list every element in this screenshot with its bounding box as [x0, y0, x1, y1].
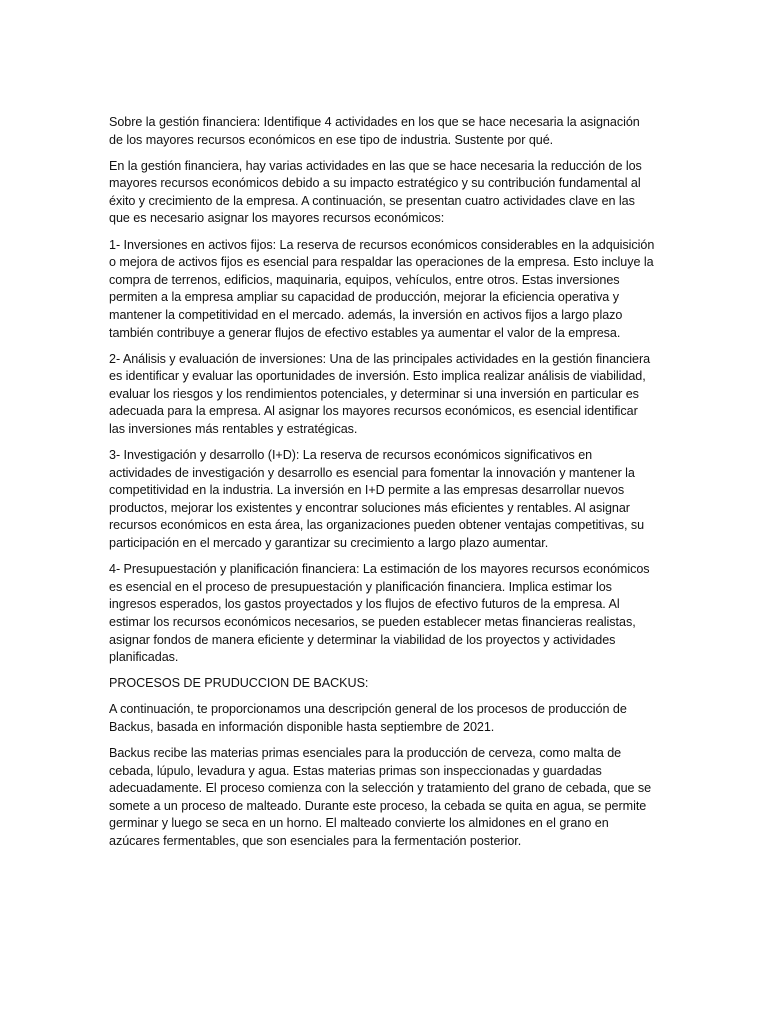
backus-intro-paragraph: A continuación, te proporcionamos una descripción general de los procesos de producción de Backus, basada en información disponible hasta septiembre de 2021. [109, 702, 627, 734]
intro-paragraph: En la gestión financiera, hay varias actividades en las que se hace necesaria la reducción de los mayores recursos económicos debido a su impacto estratégico y su contribución fundamental al éxito y crecimiento de la empresa. A continuación, se presentan cuatro actividades clave en las que es necesario asignar los mayores recursos económicos: [109, 158, 642, 226]
activity-2-paragraph: 2- Análisis y evaluación de inversiones: Una de las principales actividades en la gestión financiera es identificar y evaluar las oportunidades de inversión. Esto implica realizar análisis de viabilidad, evaluar los riesgos y los rendimientos potenciales, y determinar si una inversión en particular es adecuada para la empresa. Al asignar los mayores recursos económicos, es esencial identificar las inversiones más rentables y estratégicas. [109, 351, 651, 436]
question-paragraph: Sobre la gestión financiera: Identifique 4 actividades en los que se hace necesaria la asignación de los mayores recursos económicos en ese tipo de industria. Sustente por qué. [109, 115, 640, 147]
activity-1-paragraph: 1- Inversiones en activos fijos: La reserva de recursos económicos considerables en la adquisición o mejora de activos fijos es esencial para respaldar las operaciones de la empresa. Esto incluye la compra de terrenos, edificios, maquinaria, equipos, vehículos, entre otros. Estas inversiones permiten a la empresa ampliar su capacidad de producción, mejorar la eficiencia operativa y mantener la competitividad en el mercado. además, la inversión en activos fijos a largo plazo también contribuye a generar flujos de efectivo estables ya aumentar el valor de la empresa. [109, 237, 655, 340]
section-heading: PROCESOS DE PRUDUCCION DE BACKUS: [109, 676, 369, 691]
backus-process-paragraph: Backus recibe las materias primas esenciales para la producción de cerveza, como malta de cebada, lúpulo, levadura y agua. Estas materias primas son inspeccionadas y guardadas adecuadamente. El proceso comienza con la selección y tratamiento del grano de cebada, que se somete a un proceso de malteado. Durante este proceso, la cebada se quita en agua, se permite germinar y luego se seca en un horno. El malteado convierte los almidones en el grano en azúcares fermentables, que son esenciales para la fermentación posterior. [109, 746, 652, 848]
document-body [109, 114, 657, 859]
activity-3-paragraph: 3- Investigación y desarrollo (I+D): La reserva de recursos económicos significativos en actividades de investigación y desarrollo es esencial para fomentar la innovación y mantener la competitividad en la industria. La inversión en I+D permite a las empresas desarrollar nuevos productos, mejorar los existentes y encontrar soluciones más eficientes y rentables. Al asignar recursos económicos en esta área, las organizaciones pueden obtener ventajas competitivas, su participación en el mercado y garantizar su crecimiento a largo plazo aumentar. [109, 448, 645, 551]
activity-4-paragraph: 4- Presupuestación y planificación financiera: La estimación de los mayores recursos económicos es esencial en el proceso de presupuestación y planificación financiera. Implica estimar los ingresos esperados, los gastos proyectados y los flujos de efectivo futuros de la empresa. Al estimar los recursos económicos necesarios, se pueden establecer metas financieras realistas, asignar fondos de manera eficiente y determinar la viabilidad de los proyectos y actividades planificadas. [109, 562, 650, 665]
